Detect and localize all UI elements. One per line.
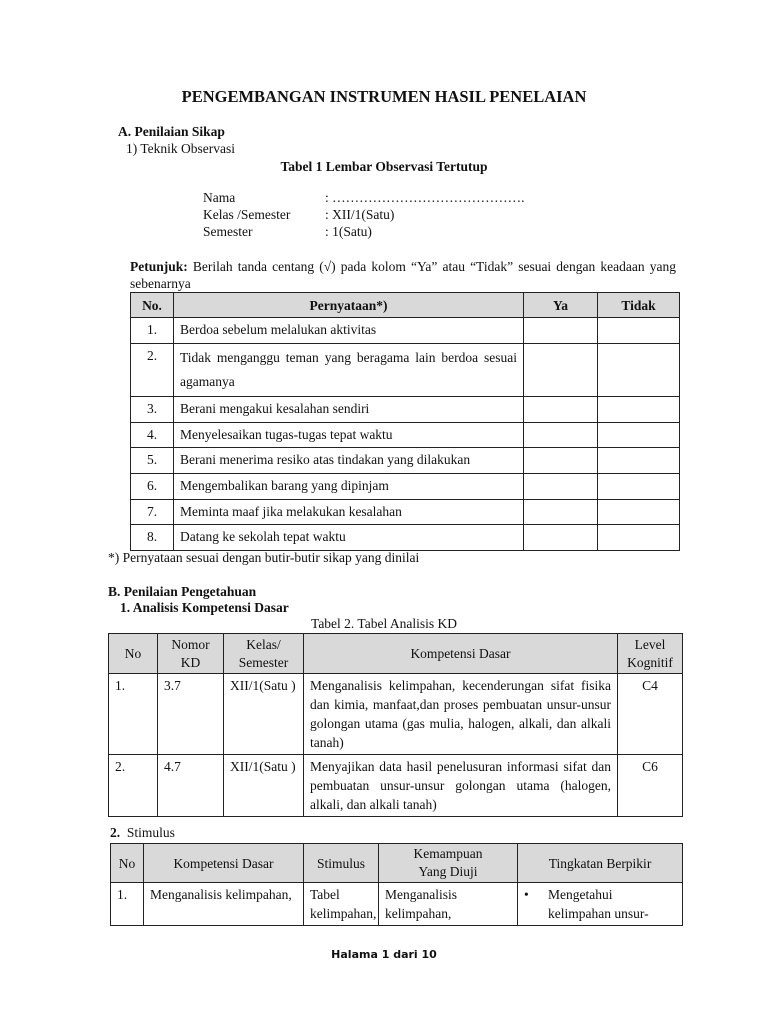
bullet-icon: •: [524, 887, 529, 902]
row-no: 7.: [131, 500, 174, 525]
header-kompetensi: Kompetensi Dasar: [304, 634, 618, 674]
row-text: Datang ke sekolah tepat waktu: [174, 525, 524, 551]
row-no: 4.: [131, 423, 174, 448]
petunjuk-label: Petunjuk:: [130, 259, 188, 274]
ya-cell[interactable]: [524, 344, 598, 397]
tidak-cell[interactable]: [598, 474, 680, 500]
row-no: 2.: [109, 755, 158, 817]
row-text: Berdoa sebelum melalukan aktivitas: [174, 318, 524, 344]
row-text: Tidak menganggu teman yang beragama lain berdoa sesuai agamanya: [174, 344, 524, 397]
header-level: Level Kognitif: [618, 634, 683, 674]
table-row: [111, 883, 683, 926]
row-text: Berani menerima resiko atas tindakan yang dilakukan: [174, 448, 524, 474]
tidak-cell[interactable]: [598, 344, 680, 397]
section-b-heading: B. Penilaian Pengetahuan: [108, 584, 257, 599]
row-kemampuan: Menganalisis kelimpahan,: [379, 883, 518, 926]
tidak-cell[interactable]: [598, 397, 680, 423]
header-ya: Ya: [524, 293, 598, 318]
row-text: Menyelesaikan tugas-tugas tepat waktu: [174, 423, 524, 448]
row-no: 6.: [131, 474, 174, 500]
stimulus-table: [110, 843, 683, 926]
ya-cell[interactable]: [524, 397, 598, 423]
row-tingkatan-cell: [518, 883, 683, 926]
table-row: [131, 423, 680, 448]
row-stimulus: Tabel kelimpahan,: [304, 883, 379, 926]
sub2-number: 2.: [110, 825, 121, 840]
section-a-heading: A. Penilaian Sikap: [118, 124, 225, 139]
footnote: *) Pernyataan sesuai dengan butir-butir sikap yang dinilai: [108, 550, 420, 565]
header-no: No: [109, 634, 158, 674]
row-kd: 3.7: [158, 674, 224, 755]
ya-cell[interactable]: [524, 474, 598, 500]
row-kompetensi: Menganalisis kelimpahan,: [144, 883, 304, 926]
field-value-kelas: : XII/1(Satu): [325, 207, 395, 222]
table-row: [131, 344, 680, 397]
header-tingkatan: Tingkatan Berpikir: [518, 844, 683, 883]
section-b-sub2: [110, 825, 175, 841]
header-no: No: [111, 844, 144, 883]
row-tingkatan: Mengetahui kelimpahan unsur-: [548, 887, 649, 921]
header-nomor-kd: Nomor KD: [158, 634, 224, 674]
table1-caption: Tabel 1 Lembar Observasi Tertutup: [280, 159, 488, 174]
table-row: [131, 448, 680, 474]
row-text: Meminta maaf jika melakukan kesalahan: [174, 500, 524, 525]
tidak-cell[interactable]: [598, 525, 680, 551]
row-no: 3.: [131, 397, 174, 423]
ya-cell[interactable]: [524, 448, 598, 474]
field-label-nama: Nama: [203, 190, 236, 205]
header-kompetensi: Kompetensi Dasar: [144, 844, 304, 883]
tidak-cell[interactable]: [598, 318, 680, 344]
row-kompetensi: Menyajikan data hasil penelusuran informasi sifat dan pembuatan unsur-unsur golongan utama (halogen, alkali, dan alkali tanah): [304, 755, 618, 817]
table-row: [131, 525, 680, 551]
row-no: 1.: [111, 883, 144, 926]
field-value-semester: : 1(Satu): [325, 224, 372, 239]
row-kelas: XII/1(Satu ): [224, 755, 304, 817]
ya-cell[interactable]: [524, 500, 598, 525]
row-text: Berani mengakui kesalahan sendiri: [174, 397, 524, 423]
table2-caption: Tabel 2. Tabel Analisis KD: [311, 616, 457, 631]
section-a-sub: 1) Teknik Observasi: [126, 141, 236, 156]
section-b-sub1: 1. Analisis Kompetensi Dasar: [120, 600, 289, 615]
ya-cell[interactable]: [524, 423, 598, 448]
kd-analysis-table: [108, 633, 683, 817]
table-row: [109, 755, 683, 817]
table-row: [109, 674, 683, 755]
row-no: 5.: [131, 448, 174, 474]
page-title: PENGEMBANGAN INSTRUMEN HASIL PENELAIAN: [181, 87, 587, 106]
tidak-cell[interactable]: [598, 448, 680, 474]
row-level: C4: [618, 674, 683, 755]
ya-cell[interactable]: [524, 318, 598, 344]
row-no: 1.: [109, 674, 158, 755]
field-label-kelas: Kelas /Semester: [203, 207, 291, 222]
row-no: 1.: [131, 318, 174, 344]
row-no: 8.: [131, 525, 174, 551]
field-value-nama: : …………………………………….: [325, 190, 525, 205]
row-no: 2.: [131, 344, 174, 397]
petunjuk-text: Berilah tanda centang (√) pada kolom “Ya” atau “Tidak” sesuai dengan keadaan yang sebenarnya: [130, 259, 676, 291]
tidak-cell[interactable]: [598, 500, 680, 525]
table-row: [131, 500, 680, 525]
observation-table: [130, 292, 680, 551]
sub2-label: Stimulus: [126, 825, 175, 840]
row-kompetensi: Menganalisis kelimpahan, kecenderungan sifat fisika dan kimia, manfaat,dan proses pembuatan unsur-unsur golongan utama (gas mulia, halogen, alkali, dan alkali tanah): [304, 674, 618, 755]
header-no: No.: [131, 293, 174, 318]
header-pernyataan: Pernyataan*): [174, 293, 524, 318]
row-level: C6: [618, 755, 683, 817]
petunjuk: [130, 258, 676, 292]
table-row: [131, 397, 680, 423]
page-footer: Halama 1 dari 10: [331, 948, 437, 961]
header-tidak: Tidak: [598, 293, 680, 318]
field-label-semester: Semester: [203, 224, 253, 239]
row-text: Mengembalikan barang yang dipinjam: [174, 474, 524, 500]
header-stimulus: Stimulus: [304, 844, 379, 883]
row-kd: 4.7: [158, 755, 224, 817]
row-kelas: XII/1(Satu ): [224, 674, 304, 755]
tidak-cell[interactable]: [598, 423, 680, 448]
table-row: [131, 474, 680, 500]
ya-cell[interactable]: [524, 525, 598, 551]
header-kelas: Kelas/ Semester: [224, 634, 304, 674]
table-row: [131, 318, 680, 344]
header-kemampuan: Kemampuan Yang Diuji: [379, 844, 518, 883]
